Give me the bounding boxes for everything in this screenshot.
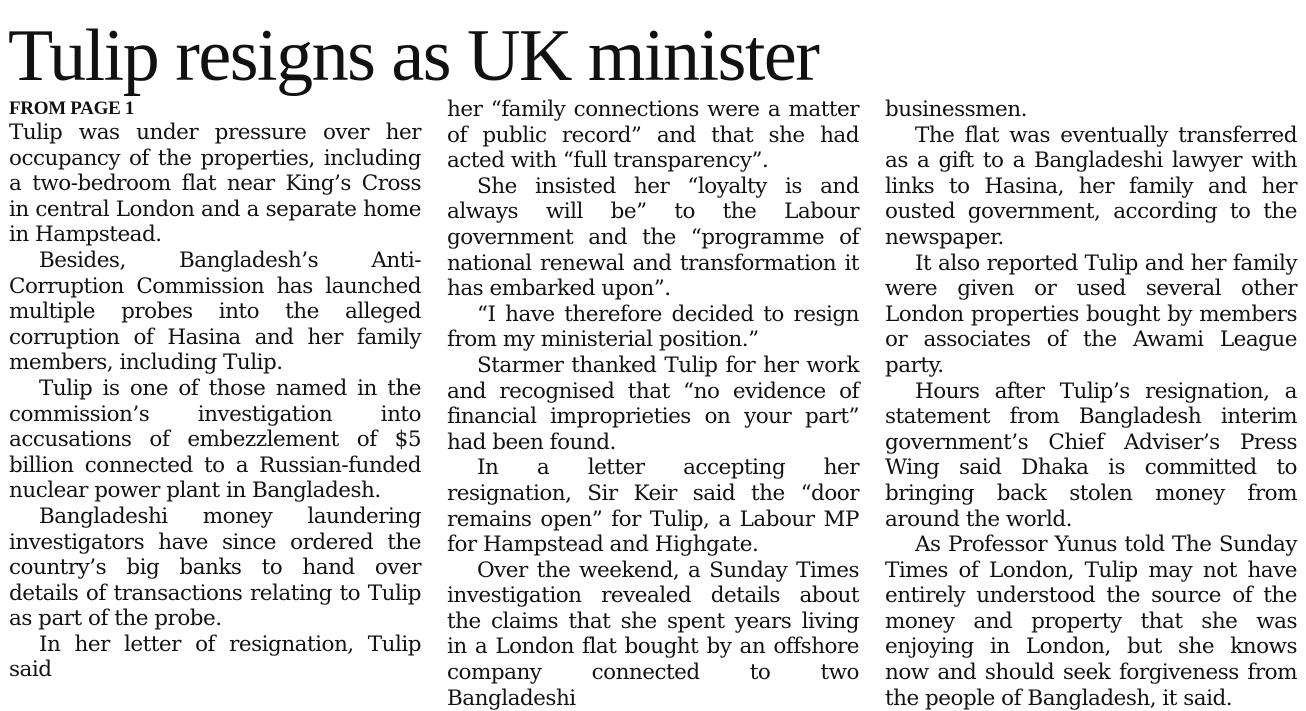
paragraph: businessmen.	[885, 97, 1027, 122]
paragraph: It also reported Tulip and her family were given or used several other London properties bought by members or associates of the Awami League party.	[885, 250, 1297, 378]
paragraph: Tulip was under pressure over her occupancy of the properties, including a two-bedroom flat near King’s Cross in central London and a separate home in Hampstead.	[9, 120, 421, 248]
paragraph: Over the weekend, a Sunday Times investigation revealed details about the claims that she spent years living in a London flat bought by an offshore company connected to two Bangladeshi	[447, 557, 859, 711]
article-column-3	[885, 97, 1297, 711]
headline: Tulip resigns as UK minister	[8, 15, 819, 97]
continued-from-label: FROM PAGE 1	[9, 98, 135, 119]
article-column-2	[447, 97, 859, 711]
paragraph: Bangladeshi money laundering investigators have since ordered the country’s big banks to hand over details of transactions relating to Tulip as part of the probe.	[9, 503, 421, 632]
paragraph: “I have therefore decided to resign from my ministerial position.”	[447, 301, 859, 353]
paragraph: Hours after Tulip’s resignation, a statement from Bangladesh interim government’s Chief Adviser’s Press Wing said Dhaka is committed to bringing back stolen money from around the world.	[885, 378, 1297, 532]
paragraph: Besides, Bangladesh’s Anti-Corruption Commission has launched multiple probes into the alleged corruption of Hasina and her family members, including Tulip.	[9, 247, 421, 376]
paragraph: Starmer thanked Tulip for her work and recognised that “no evidence of financial improprieties on your part” had been found.	[447, 352, 859, 455]
paragraph: As Professor Yunus told The Sunday Times of London, Tulip may not have entirely understood the source of the money and property that she was enjoying in London, but she knows now and should seek forgiveness from the people of Bangladesh, it said.	[885, 532, 1297, 711]
paragraph: Tulip is one of those named in the commission’s investigation into accusations of embezzlement of $5 billion connected to a Russian-funded nuclear power plant in Bangladesh.	[9, 375, 421, 504]
paragraph: In her letter of resignation, Tulip said	[9, 631, 421, 683]
paragraph: In a letter accepting her resignation, Sir Keir said the “door remains open” for Tulip, a Labour MP for Hampstead and Highgate.	[447, 455, 859, 558]
paragraph: She insisted her “loyalty is and always will be” to the Labour government and the “programme of national renewal and transformation it has embarked upon”.	[447, 173, 859, 302]
paragraph: The flat was eventually transferred as a gift to a Bangladeshi lawyer with links to Hasina, her family and her ousted government, according to the newspaper.	[885, 122, 1297, 250]
article-column-1	[9, 97, 421, 683]
paragraph: her “family connections were a matter of public record” and that she had acted with “full transparency”.	[447, 97, 859, 174]
